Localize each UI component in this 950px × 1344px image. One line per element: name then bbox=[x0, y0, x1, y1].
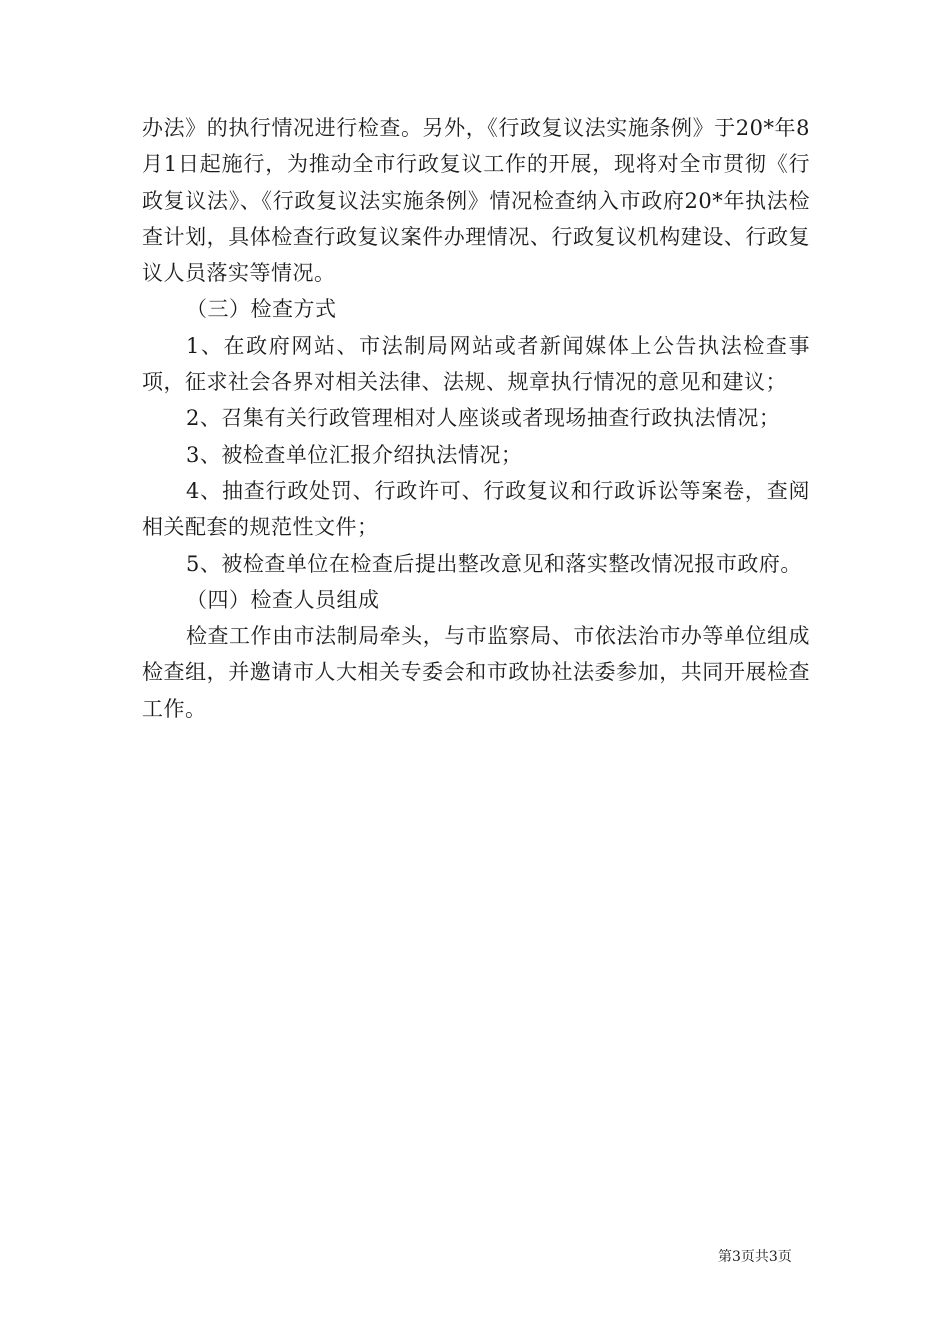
page-number-footer: 第3页共3页 bbox=[718, 1249, 792, 1265]
list-item: 5、被检查单位在检查后提出整改意见和落实整改情况报市政府。 bbox=[186, 551, 802, 576]
section-heading-inspection-team: （四）检查人员组成 bbox=[186, 587, 380, 612]
list-item: 1、在政府网站、市法制局网站或者新闻媒体上公告执法检查事项，征求社会各界对相关法律、法规、规章执行情况的意见和建议； bbox=[142, 333, 810, 395]
list-item: 2、召集有关行政管理相对人座谈或者现场抽查行政执法情况； bbox=[186, 406, 781, 431]
paragraph-continuation: 办法》的执行情况进行检查。另外，《行政复议法实施条例》于20*年8月1日起施行，为推动全市行政复议工作的开展，现将对全市贯彻《行政复议法》、《行政复议法实施条例》情况检查纳入市政府20*年执法检查计划，具体检查行政复议案件办理情况、行政复议机构建设、行政复议人员落实等情况。 bbox=[142, 116, 810, 286]
section-heading-inspection-method: （三）检查方式 bbox=[186, 297, 337, 322]
list-item: 4、抽查行政处罚、行政许可、行政复议和行政诉讼等案卷，查阅相关配套的规范性文件； bbox=[142, 478, 810, 540]
list-item: 3、被检查单位汇报介绍执法情况； bbox=[186, 442, 523, 467]
paragraph-inspection-team: 检查工作由市法制局牵头，与市监察局、市依法治市办等单位组成检查组，并邀请市人大相关专委会和市政协社法委参加，共同开展检查工作。 bbox=[142, 624, 810, 721]
document-body bbox=[142, 110, 810, 727]
